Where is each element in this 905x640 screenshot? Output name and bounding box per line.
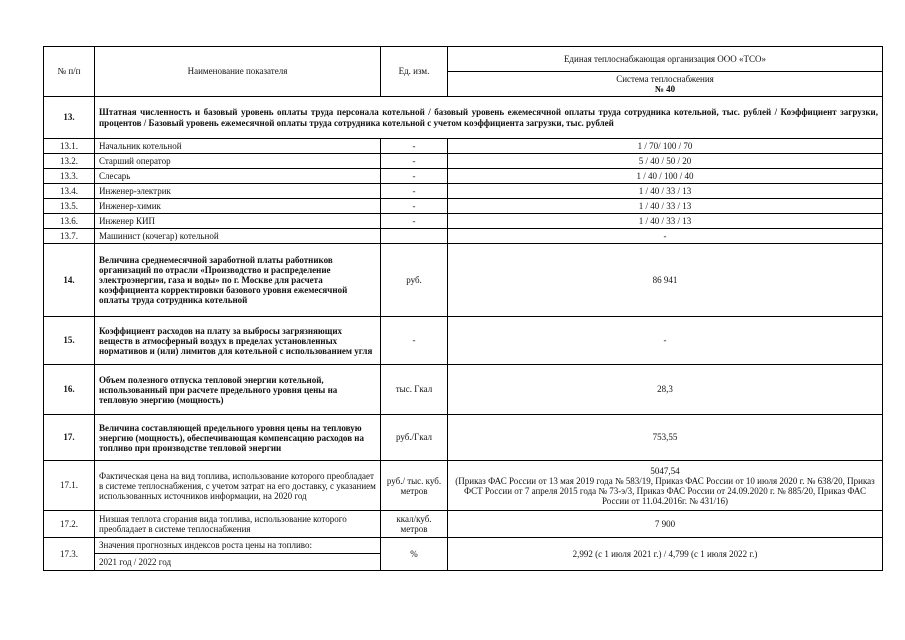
table-row bbox=[44, 154, 883, 169]
header-system-number: № 40 bbox=[654, 84, 676, 94]
row-num: 13.3. bbox=[44, 169, 95, 184]
table-row bbox=[44, 229, 883, 244]
row-unit: - bbox=[381, 317, 448, 365]
row-value bbox=[448, 461, 883, 511]
table-row bbox=[44, 139, 883, 154]
row-value: 2,992 (с 1 июля 2021 г.) / 4,799 (с 1 июля 2022 г.) bbox=[448, 538, 883, 571]
row-name: Коэффициент расходов на плату за выбросы загрязняющих веществ в атмосферный воздух в пределах установленных нормативов и (или) лимитов для котельной с использованием угля bbox=[95, 317, 381, 365]
row-name: Фактическая цена на вид топлива, использование которого преобладает в системе теплоснабжения, с учетом затрат на его доставку, с указанием использованных источников информации, на 2020 год bbox=[95, 461, 381, 511]
row-name: Величина среднемесячной заработной платы работников организаций по отрасли «Производство и распределение электроэнергии, газа и воды» по г. Москве для расчета коэффициента корректировки базового уровня ежемесячной оплаты труда сотрудника котельной bbox=[95, 244, 381, 317]
row-num: 17. bbox=[44, 415, 95, 461]
row-num: 17.2. bbox=[44, 511, 95, 538]
section-13-title: Штатная численность и базовый уровень оплаты труда персонала котельной / базовый уровень ежемесячной оплаты труда сотрудника котельной, тыс. рублей / Коэффициент загрузки, процентов / Базовый уровень ежемесячной оплаты труда сотрудника котельной с учетом коэффициента загрузки, тыс. рублей bbox=[95, 97, 883, 139]
table-row bbox=[44, 184, 883, 199]
row-name: Слесарь bbox=[95, 169, 381, 184]
row-num: 15. bbox=[44, 317, 95, 365]
row-unit: - bbox=[381, 199, 448, 214]
row-name: Начальник котельной bbox=[95, 139, 381, 154]
header-system bbox=[448, 72, 883, 97]
table-row bbox=[44, 461, 883, 511]
row-value: 1 / 40 / 100 / 40 bbox=[448, 169, 883, 184]
row-value: 28,3 bbox=[448, 365, 883, 415]
row-unit: - bbox=[381, 214, 448, 229]
row-num: 13.7. bbox=[44, 229, 95, 244]
header-org: Единая теплоснабжающая организация ООО «ТСО» bbox=[448, 47, 883, 72]
row-value: 1 / 40 / 33 / 13 bbox=[448, 214, 883, 229]
row-name: Инженер-электрик bbox=[95, 184, 381, 199]
row-name: Значения прогнозных индексов роста цены на топливо: bbox=[95, 538, 381, 554]
row-value: 753,55 bbox=[448, 415, 883, 461]
row-name: Объем полезного отпуска тепловой энергии котельной, использованный при расчете предельного уровня цены на тепловую энергию (мощность) bbox=[95, 365, 381, 415]
row-unit: - bbox=[381, 169, 448, 184]
row-name: Инженер-химик bbox=[95, 199, 381, 214]
table-row bbox=[44, 317, 883, 365]
row-unit bbox=[381, 229, 448, 244]
table-row bbox=[44, 511, 883, 538]
row-num: 17.3. bbox=[44, 538, 95, 571]
row-unit: - bbox=[381, 139, 448, 154]
row-num: 13.4. bbox=[44, 184, 95, 199]
row-unit: руб./Гкал bbox=[381, 415, 448, 461]
row-unit: тыс. Гкал bbox=[381, 365, 448, 415]
row-value: - bbox=[448, 317, 883, 365]
fuel-price-value: 5047,54 bbox=[650, 465, 680, 476]
table-row bbox=[44, 169, 883, 184]
row-name: Старший оператор bbox=[95, 154, 381, 169]
row-name-sub: 2021 год / 2022 год bbox=[95, 554, 381, 571]
row-num: 17.1. bbox=[44, 461, 95, 511]
row-unit: ккал/куб. метров bbox=[381, 511, 448, 538]
fuel-price-source: (Приказ ФАС России от 13 мая 2019 года № 583/19, Приказ ФАС России от 10 июля 2020 г. № 638/20, Приказ ФСТ России от 7 апреля 2015 года № 73-э/3, Приказ ФАС России от 24.09.2020 г. № 885/20, Приказ ФАС России от 11.04.2016г. № 431/16) bbox=[455, 475, 875, 506]
row-name: Низшая теплота сгорания вида топлива, использование которого преобладает в системе теплоснабжения bbox=[95, 511, 381, 538]
table-row bbox=[44, 199, 883, 214]
row-name: Машинист (кочегар) котельной bbox=[95, 229, 381, 244]
row-unit: - bbox=[381, 184, 448, 199]
tariff-table bbox=[43, 46, 883, 571]
row-unit: руб./ тыс. куб. метров bbox=[381, 461, 448, 511]
row-value: 1 / 40 / 33 / 13 bbox=[448, 199, 883, 214]
row-num: 13.5. bbox=[44, 199, 95, 214]
header-system-label: Система теплоснабжения bbox=[616, 73, 714, 84]
row-num: 14. bbox=[44, 244, 95, 317]
header-unit: Ед. изм. bbox=[381, 47, 448, 97]
row-num: 13.6. bbox=[44, 214, 95, 229]
header-name: Наименование показателя bbox=[95, 47, 381, 97]
table-row bbox=[44, 244, 883, 317]
row-name: Величина составляющей предельного уровня цены на тепловую энергию (мощность), обеспечивающая компенсацию расходов на топливо при производстве тепловой энергии bbox=[95, 415, 381, 461]
row-num: 13.2. bbox=[44, 154, 95, 169]
section-13-num: 13. bbox=[44, 97, 95, 139]
table-row bbox=[44, 365, 883, 415]
row-value: 5 / 40 / 50 / 20 bbox=[448, 154, 883, 169]
row-unit: % bbox=[381, 538, 448, 571]
header-num: № п/п bbox=[44, 47, 95, 97]
row-value: 1 / 70/ 100 / 70 bbox=[448, 139, 883, 154]
table-row bbox=[44, 538, 883, 554]
table-row bbox=[44, 415, 883, 461]
row-value: 86 941 bbox=[448, 244, 883, 317]
row-value: - bbox=[448, 229, 883, 244]
table-row bbox=[44, 214, 883, 229]
row-unit: руб. bbox=[381, 244, 448, 317]
row-num: 13.1. bbox=[44, 139, 95, 154]
row-value: 7 900 bbox=[448, 511, 883, 538]
row-name: Инженер КИП bbox=[95, 214, 381, 229]
row-value: 1 / 40 / 33 / 13 bbox=[448, 184, 883, 199]
row-num: 16. bbox=[44, 365, 95, 415]
row-unit: - bbox=[381, 154, 448, 169]
